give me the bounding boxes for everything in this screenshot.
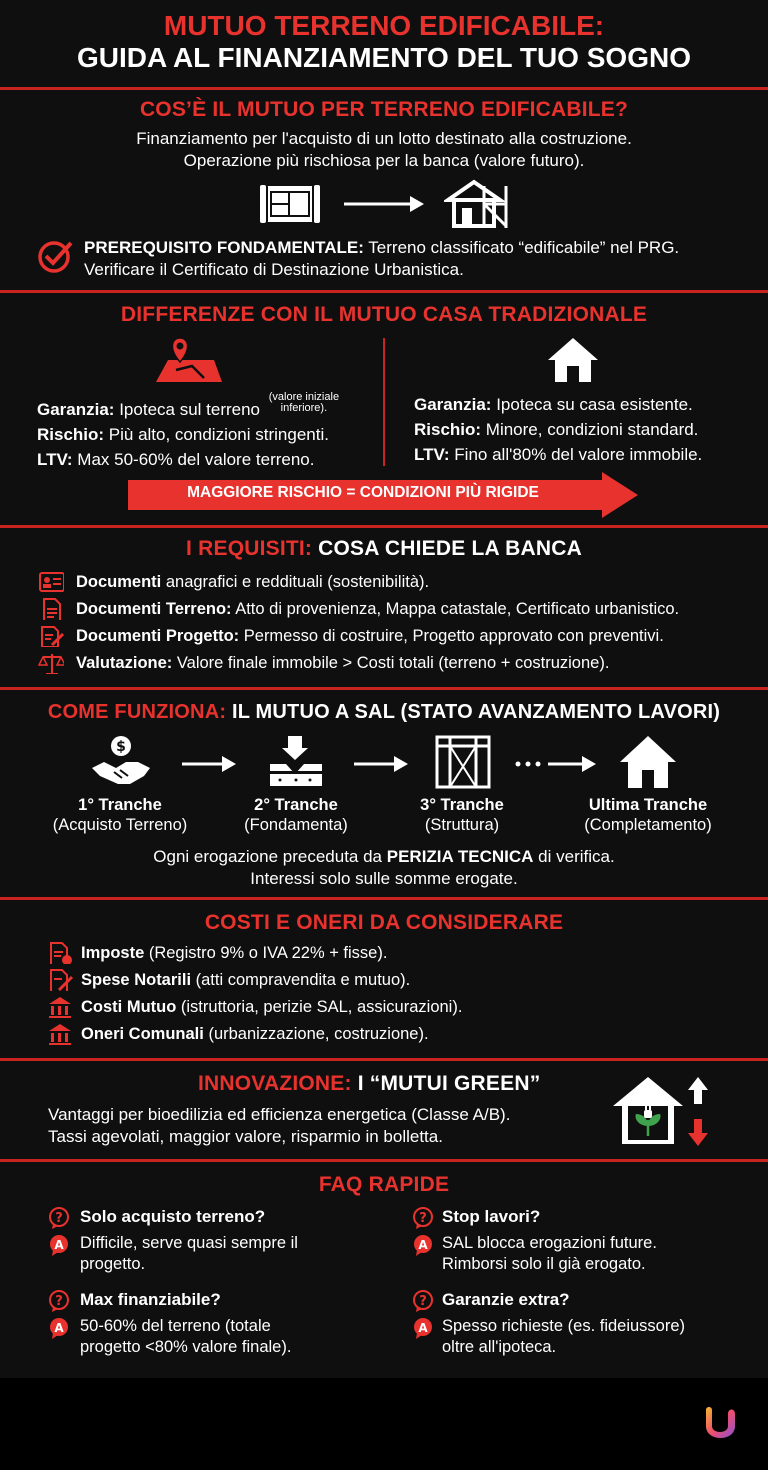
bank-icon bbox=[48, 996, 74, 1018]
how-heading-red: COME FUNZIONA: bbox=[47, 701, 227, 723]
faq-answer bbox=[80, 1316, 291, 1358]
how-heading-white: IL MUTUO A SAL (STATO AVANZAMENTO LAVORI) bbox=[226, 701, 721, 723]
green-line2: Tassi agevolati, maggior valore, risparmio in bolletta. bbox=[48, 1127, 443, 1146]
house-icon bbox=[546, 336, 600, 384]
requirement-text: anagrafici e reddituali (sostenibilità). bbox=[161, 573, 430, 591]
id-card-icon bbox=[38, 571, 64, 593]
cost-text: (Registro 9% o IVA 22% + fisse). bbox=[144, 944, 388, 962]
sal-note-line2: Interessi solo sulle somme erogate. bbox=[250, 869, 518, 888]
risk-arrow-text: MAGGIORE RISCHIO = CONDIZIONI PIÙ RIGIDE bbox=[187, 484, 539, 501]
brand-logo-icon bbox=[702, 1404, 740, 1444]
divider bbox=[0, 687, 768, 690]
svg-text:A: A bbox=[54, 1321, 64, 1335]
left-garanzia-label: Garanzia: bbox=[37, 400, 115, 419]
right-rischio-label: Rischio: bbox=[414, 420, 482, 439]
left-garanzia-note bbox=[269, 392, 339, 414]
what-is-heading: COS’È IL MUTUO PER TERRENO EDIFICABILE? bbox=[139, 98, 629, 121]
faq-answer-line1: Difficile, serve quasi sempre il bbox=[80, 1234, 298, 1252]
check-circle-icon bbox=[38, 238, 74, 274]
svg-text:?: ? bbox=[419, 1211, 427, 1226]
sal-note bbox=[0, 846, 768, 890]
prerequisite-line2: Verificare il Certificato di Destinazione Urbanistica. bbox=[84, 260, 464, 279]
what-is-line2: Operazione più rischiosa per la banca (valore futuro). bbox=[183, 151, 585, 170]
svg-text:A: A bbox=[418, 1238, 428, 1252]
divider bbox=[0, 1159, 768, 1162]
requirement-label: Documenti bbox=[76, 573, 162, 591]
faq-answer-line1: Spesso richieste (es. fideiussore) bbox=[442, 1317, 686, 1335]
step-subtitle: (Fondamenta) bbox=[244, 816, 348, 834]
step-title: 3° Tranche bbox=[420, 796, 504, 814]
land-location-icon bbox=[154, 336, 224, 386]
svg-text:?: ? bbox=[55, 1294, 63, 1309]
house-construction-icon bbox=[444, 178, 512, 230]
title-line1: MUTUO TERRENO EDIFICABILE: bbox=[163, 10, 605, 41]
svg-text:A: A bbox=[418, 1321, 428, 1335]
svg-text:A: A bbox=[54, 1238, 64, 1252]
scale-icon bbox=[38, 652, 64, 674]
header bbox=[0, 10, 768, 74]
svg-text:?: ? bbox=[419, 1294, 427, 1309]
divider bbox=[0, 897, 768, 900]
answer-icon bbox=[412, 1234, 434, 1256]
prerequisite-text bbox=[84, 237, 679, 281]
cost-label: Spese Notarili bbox=[81, 971, 192, 989]
step-title: Ultima Tranche bbox=[588, 796, 708, 814]
foundation-icon bbox=[266, 734, 326, 790]
title-line2: GUIDA AL FINANZIAMENTO DEL TUO SOGNO bbox=[77, 42, 691, 73]
step-1 bbox=[30, 795, 210, 835]
step-4 bbox=[558, 795, 738, 835]
faq-question: Max finanziabile? bbox=[80, 1290, 221, 1309]
green-heading-red: INNOVAZIONE: bbox=[198, 1072, 352, 1095]
green-text bbox=[48, 1104, 510, 1148]
step-subtitle: (Completamento) bbox=[584, 816, 712, 834]
costs-section bbox=[0, 911, 768, 935]
question-icon bbox=[412, 1290, 434, 1312]
differences-right bbox=[414, 392, 702, 467]
sal-note-post: di verifica. bbox=[533, 847, 615, 866]
handshake-icon bbox=[90, 734, 152, 790]
up-down-arrows-icon bbox=[686, 1076, 710, 1148]
requirements-heading bbox=[0, 537, 768, 561]
faq-answer-line2: progetto. bbox=[80, 1255, 146, 1273]
faq-section bbox=[0, 1173, 768, 1197]
left-rischio-text: Più alto, condizioni stringenti. bbox=[104, 425, 329, 444]
left-ltv-label: LTV: bbox=[37, 450, 73, 469]
faq-answer-line2: Rimborsi solo il già erogato. bbox=[442, 1255, 646, 1273]
step-3 bbox=[372, 795, 552, 835]
cost-text: (istruttoria, perizie SAL, assicurazioni). bbox=[176, 998, 463, 1016]
faq-answer bbox=[442, 1233, 657, 1275]
prerequisite-detail: Terreno classificato “edificabile” nel PRG. bbox=[363, 238, 680, 257]
faq-answer-line2: progetto <80% valore finale). bbox=[80, 1338, 292, 1356]
faq-question: Garanzie extra? bbox=[442, 1290, 570, 1309]
answer-icon bbox=[48, 1317, 70, 1339]
faq-answer-line2: oltre all'ipoteca. bbox=[442, 1338, 557, 1356]
right-garanzia-text: Ipoteca su casa esistente. bbox=[491, 395, 693, 414]
question-icon bbox=[48, 1290, 70, 1312]
svg-text:$: $ bbox=[116, 739, 126, 755]
divider bbox=[0, 1058, 768, 1061]
how-it-works-heading bbox=[0, 701, 768, 724]
requirement-label: Documenti Progetto: bbox=[76, 627, 240, 645]
divider bbox=[0, 525, 768, 528]
left-garanzia-text: Ipoteca sul terreno bbox=[114, 400, 261, 419]
town-hall-icon bbox=[48, 1023, 74, 1045]
blueprint-icon bbox=[255, 180, 325, 228]
faq-answer bbox=[442, 1316, 685, 1358]
question-icon bbox=[412, 1207, 434, 1229]
step-subtitle: (Struttura) bbox=[424, 816, 500, 834]
arrow-right-icon bbox=[180, 752, 238, 776]
requirement-text: Valore finale immobile > Costi totali (terreno + costruzione). bbox=[172, 654, 610, 672]
requirement-label: Documenti Terreno: bbox=[76, 600, 232, 618]
prerequisite-label: PREREQUISITO FONDAMENTALE: bbox=[84, 238, 364, 257]
costs-heading: COSTI E ONERI DA CONSIDERARE bbox=[204, 911, 564, 934]
dotted-arrow-icon bbox=[512, 752, 598, 776]
requirement-text: Atto di provenienza, Mappa catastale, Certificato urbanistico. bbox=[231, 600, 680, 618]
requirement-text: Permesso di costruire, Progetto approvato con preventivi. bbox=[239, 627, 664, 645]
requirement-label: Valutazione: bbox=[76, 654, 173, 672]
sal-note-bold: PERIZIA TECNICA bbox=[386, 847, 534, 866]
differences-section bbox=[0, 303, 768, 327]
step-title: 2° Tranche bbox=[254, 796, 338, 814]
green-house-icon bbox=[610, 1074, 686, 1148]
faq-question: Stop lavori? bbox=[442, 1207, 541, 1226]
faq-answer bbox=[80, 1233, 298, 1275]
cost-text: (urbanizzazione, costruzione). bbox=[203, 1025, 429, 1043]
svg-text:?: ? bbox=[55, 1211, 63, 1226]
sal-note-pre: Ogni erogazione preceduta da bbox=[153, 847, 387, 866]
requirements-section bbox=[0, 537, 768, 561]
cost-text: (atti compravendita e mutuo). bbox=[191, 971, 411, 989]
left-rischio-label: Rischio: bbox=[37, 425, 105, 444]
faq-answer-line1: SAL blocca erogazioni future. bbox=[442, 1234, 657, 1252]
divider bbox=[0, 290, 768, 293]
notary-icon bbox=[48, 969, 74, 991]
edit-document-icon bbox=[38, 625, 64, 647]
house-icon bbox=[618, 734, 678, 790]
how-it-works-section bbox=[0, 701, 768, 724]
what-is-section bbox=[0, 98, 768, 172]
vertical-divider bbox=[383, 338, 385, 466]
right-ltv-text: Fino all'80% del valore immobile. bbox=[449, 445, 703, 464]
requirements-heading-white: COSA CHIEDE LA BANCA bbox=[312, 537, 582, 560]
faq-answer-line1: 50-60% del terreno (totale bbox=[80, 1317, 271, 1335]
step-2 bbox=[206, 795, 386, 835]
faq-question: Solo acquisto terreno? bbox=[80, 1207, 266, 1226]
document-icon bbox=[38, 598, 64, 620]
step-subtitle: (Acquisto Terreno) bbox=[52, 816, 188, 834]
cost-label: Oneri Comunali bbox=[81, 1025, 204, 1043]
left-ltv-text: Max 50-60% del valore terreno. bbox=[72, 450, 315, 469]
requirements-heading-red: I REQUISITI: bbox=[186, 537, 313, 560]
green-line1: Vantaggi per bioedilizia ed efficienza energetica (Classe A/B). bbox=[48, 1105, 511, 1124]
left-garanzia-note2: inferiore). bbox=[280, 402, 328, 414]
green-heading bbox=[198, 1072, 540, 1096]
tax-document-icon bbox=[48, 942, 74, 964]
footer-band bbox=[0, 1378, 768, 1470]
structure-icon bbox=[434, 734, 492, 790]
differences-heading: DIFFERENZE CON IL MUTUO CASA TRADIZIONALE bbox=[120, 303, 648, 326]
right-garanzia-label: Garanzia: bbox=[414, 395, 492, 414]
arrow-right-icon bbox=[340, 192, 426, 216]
cost-label: Costi Mutuo bbox=[81, 998, 177, 1016]
green-heading-white: I “MUTUI GREEN” bbox=[351, 1072, 541, 1095]
arrow-right-icon bbox=[352, 752, 410, 776]
faq-heading: FAQ RAPIDE bbox=[318, 1173, 450, 1196]
what-is-line1: Finanziamento per l'acquisto di un lotto destinato alla costruzione. bbox=[136, 129, 632, 148]
right-ltv-label: LTV: bbox=[414, 445, 450, 464]
question-icon bbox=[48, 1207, 70, 1229]
answer-icon bbox=[48, 1234, 70, 1256]
step-title: 1° Tranche bbox=[78, 796, 162, 814]
answer-icon bbox=[412, 1317, 434, 1339]
left-garanzia-note1: (valore iniziale bbox=[268, 391, 340, 403]
cost-label: Imposte bbox=[81, 944, 145, 962]
right-rischio-text: Minore, condizioni standard. bbox=[481, 420, 699, 439]
differences-left bbox=[37, 392, 339, 472]
divider bbox=[0, 87, 768, 90]
